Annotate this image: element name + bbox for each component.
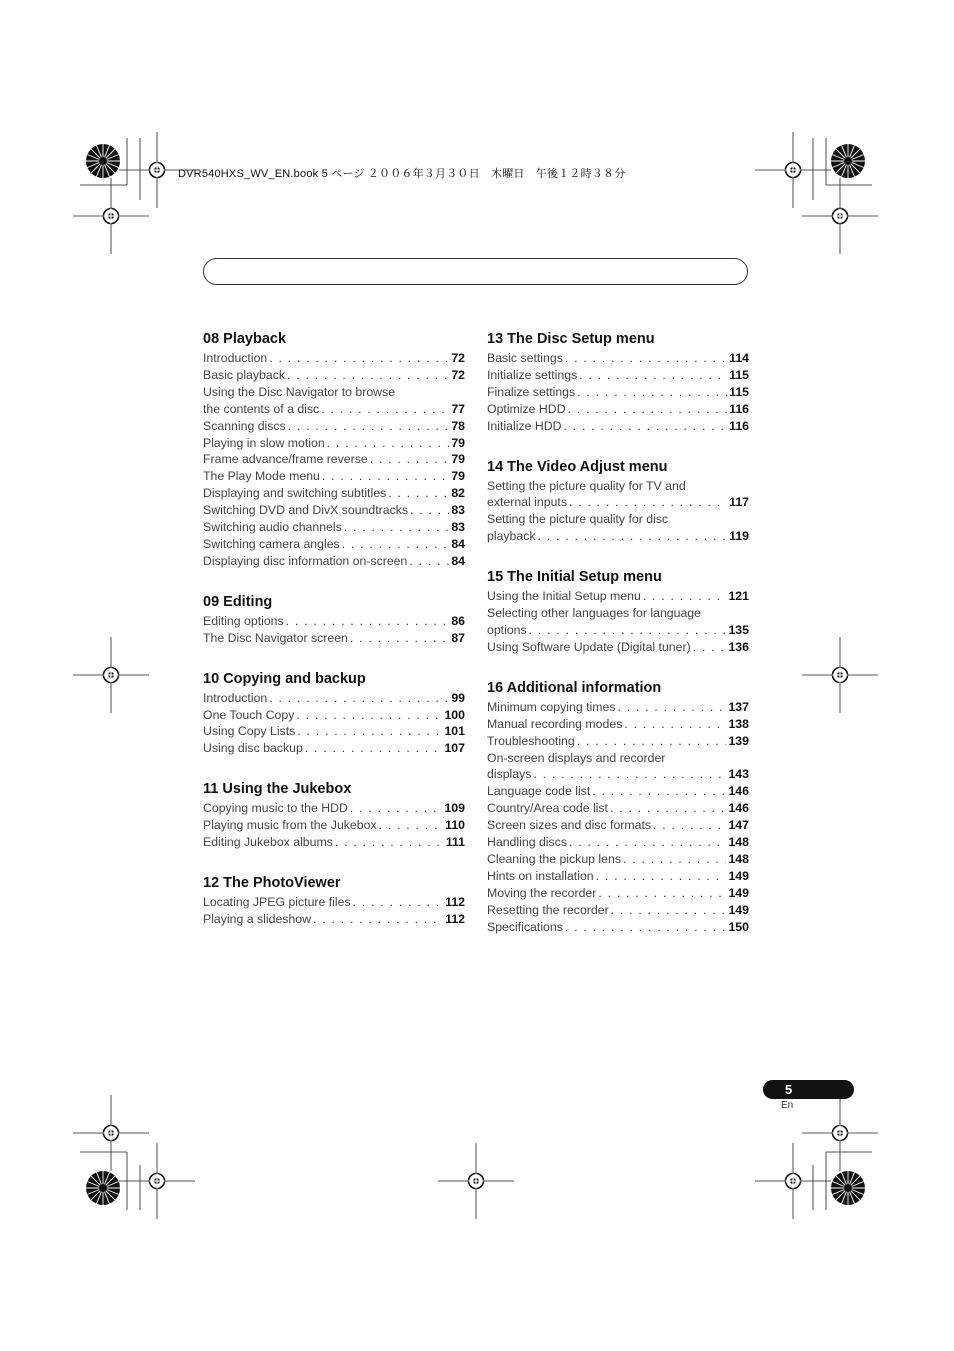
toc-entry-text: Troubleshooting [487, 733, 575, 748]
toc-entry-page: 83 [451, 503, 465, 518]
toc-entry[interactable] [203, 350, 465, 367]
section-title: 15 The Initial Setup menu [487, 569, 662, 586]
dot-leader [370, 451, 450, 468]
toc-entry-page: 77 [451, 401, 465, 416]
toc-entry-text: Introduction [203, 690, 268, 705]
toc-entry-page: 116 [729, 401, 749, 416]
toc-entry-text: displays [487, 767, 532, 782]
toc-entry-text: Frame advance/frame reverse [203, 452, 368, 467]
toc-entry[interactable] [203, 690, 465, 707]
toc-entry-page: 149 [728, 902, 749, 917]
toc-entry-page: 121 [728, 589, 749, 604]
toc-entry[interactable] [487, 716, 749, 733]
dot-leader [598, 885, 726, 902]
dot-leader [288, 418, 450, 435]
contents-heading-box [203, 258, 748, 285]
toc-entry-page: 107 [444, 741, 465, 756]
toc-entry-text: Basic settings [487, 351, 563, 365]
toc-entry-text: Using Copy Lists [203, 724, 296, 739]
toc-entry[interactable] [487, 902, 749, 919]
toc-entry[interactable] [487, 783, 749, 800]
toc-entry-page: 139 [728, 733, 749, 748]
toc-entry[interactable] [203, 613, 465, 630]
dot-leader [653, 817, 726, 834]
toc-entry-text: Editing Jukebox albums [203, 835, 333, 850]
toc-entry[interactable] [203, 894, 465, 911]
toc-entry-text: Playing in slow motion [203, 435, 325, 450]
toc-entry[interactable] [487, 605, 749, 639]
toc-entry-page: 84 [451, 553, 465, 568]
dot-leader [623, 851, 726, 868]
toc-entry-page: 149 [728, 868, 749, 883]
toc-entry[interactable] [487, 851, 749, 868]
toc-entry-page: 148 [728, 835, 749, 850]
dot-leader [617, 699, 726, 716]
toc-entry-page: 115 [729, 384, 749, 399]
toc-entry-page: 137 [728, 699, 749, 714]
toc-entry[interactable] [203, 834, 465, 851]
toc-section [203, 330, 465, 570]
toc-entry-text: Optimize HDD [487, 401, 566, 416]
toc-left-column [203, 330, 465, 951]
toc-entry-text: Initialize settings [487, 367, 578, 382]
dot-leader [297, 723, 442, 740]
toc-entry-text: Editing options [203, 613, 284, 628]
toc-entry[interactable] [487, 817, 749, 834]
toc-entry-text: Switching audio channels [203, 520, 342, 535]
toc-entry-text: Displaying and switching subtitles [203, 486, 387, 501]
toc-entry-page: 79 [451, 452, 465, 467]
toc-entry[interactable] [203, 553, 465, 570]
toc-entry[interactable] [203, 911, 465, 928]
dot-leader [353, 894, 444, 911]
dot-leader [565, 919, 727, 936]
dot-leader [693, 639, 727, 656]
toc-entry-text: external inputs [487, 495, 567, 510]
toc-entry[interactable] [203, 723, 465, 740]
section-title: 08 Playback [203, 331, 287, 347]
toc-entry-page: 112 [445, 894, 465, 909]
dot-leader [538, 528, 728, 545]
dot-leader [321, 401, 449, 418]
dot-leader [269, 690, 449, 707]
toc-entry-page: 109 [444, 801, 465, 816]
toc-entry-first-line: On-screen displays and recorder [487, 750, 666, 765]
toc-entry-text: Resetting the recorder [487, 902, 609, 917]
dot-leader [344, 519, 450, 536]
dot-leader [296, 707, 442, 724]
toc-entry[interactable] [487, 885, 749, 902]
toc-entry-text: Locating JPEG picture files [203, 894, 351, 909]
dot-leader [410, 502, 449, 519]
dot-leader [409, 553, 449, 570]
toc-entry-page: 99 [451, 690, 465, 705]
toc-entry[interactable] [487, 367, 749, 384]
toc-entry-page: 83 [451, 520, 465, 535]
section-title: 13 The Disc Setup menu [487, 331, 655, 347]
toc-entry[interactable] [487, 588, 749, 605]
dot-leader [269, 350, 449, 367]
dot-leader [592, 783, 726, 800]
toc-entry[interactable] [203, 384, 465, 418]
dot-leader [305, 740, 443, 757]
toc-entry-text: Screen sizes and disc formats [487, 818, 652, 833]
toc-entry[interactable] [203, 630, 465, 647]
toc-entry-page: 150 [728, 919, 749, 934]
dot-leader [350, 630, 449, 647]
toc-entry-page: 79 [451, 435, 465, 450]
toc-section [203, 670, 465, 758]
dot-leader [529, 622, 727, 639]
toc-entry-text: Displaying disc information on-screen [203, 553, 408, 568]
toc-entry-text: Playing music from the Jukebox [203, 818, 377, 833]
dot-leader [327, 435, 450, 452]
toc-entry-first-line: Setting the picture quality for TV and [487, 478, 686, 493]
toc-entry-page: 149 [728, 885, 749, 900]
toc-entry[interactable] [487, 639, 749, 656]
toc-entry[interactable] [487, 919, 749, 936]
toc-entry-text: Cleaning the pickup lens [487, 851, 621, 866]
dot-leader [577, 384, 727, 401]
toc-entry-text: The Disc Navigator screen [203, 630, 348, 645]
toc-entry[interactable] [203, 536, 465, 553]
toc-entry[interactable] [203, 435, 465, 452]
toc-entry-page: 119 [729, 529, 749, 544]
toc-entry-first-line: Setting the picture quality for disc [487, 512, 669, 527]
toc-section [203, 874, 465, 928]
dot-leader [350, 800, 443, 817]
toc-entry-text: options [487, 622, 527, 637]
dot-leader [577, 733, 727, 750]
dot-leader [611, 902, 727, 919]
toc-entry-page: 135 [728, 622, 749, 637]
toc-entry-text: Hints on installation [487, 868, 594, 883]
toc-entry-page: 100 [444, 707, 465, 722]
toc-entry[interactable] [203, 502, 465, 519]
toc-entry-page: 111 [445, 835, 465, 850]
toc-entry-text: Initialize HDD [487, 418, 562, 433]
toc-entry[interactable] [203, 367, 465, 384]
section-title: 14 The Video Adjust menu [487, 458, 668, 475]
toc-entry-first-line: Selecting other languages for language [487, 606, 701, 621]
toc-entry[interactable] [487, 384, 749, 401]
toc-entry[interactable] [203, 485, 465, 502]
toc-section [487, 679, 749, 936]
section-title: 12 The PhotoViewer [203, 874, 341, 891]
toc-entry-text: the contents of a disc [203, 401, 320, 416]
toc-entry-page: 116 [729, 418, 749, 433]
toc-entry-text: Using disc backup [203, 741, 303, 756]
toc-entry-page: 117 [729, 495, 749, 510]
toc-entry-page: 78 [451, 418, 465, 433]
toc-entry-text: Handling discs [487, 835, 567, 850]
toc-entry-page: 101 [444, 724, 465, 739]
toc-entry[interactable] [487, 750, 749, 784]
toc-entry-page: 136 [728, 639, 749, 654]
dot-leader [569, 834, 726, 851]
toc-entry-text: Using Software Update (Digital tuner) [487, 639, 691, 654]
toc-entry-page: 143 [728, 767, 749, 782]
toc-entry-text: Scanning discs [203, 418, 286, 433]
toc-entry[interactable] [487, 511, 749, 545]
toc-entry-text: Moving the recorder [487, 885, 597, 900]
toc-entry-text: Switching camera angles [203, 536, 340, 551]
file-info-header: DVR540HXS_WV_EN.book 5 ページ ２００６年３月３０日 木曜日 午後１２時３８分 [178, 168, 626, 180]
dot-leader [563, 418, 727, 435]
dot-leader [335, 834, 444, 851]
page-number-badge: 5 [763, 1080, 854, 1099]
dot-leader [624, 716, 726, 733]
dot-leader [643, 588, 727, 605]
toc-entry[interactable] [203, 707, 465, 724]
toc-entry[interactable] [203, 451, 465, 468]
toc-entry[interactable] [203, 468, 465, 485]
toc-entry-text: playback [487, 529, 536, 544]
toc-entry[interactable] [203, 740, 465, 757]
toc-right-column [487, 330, 749, 958]
toc-entry[interactable] [487, 699, 749, 716]
toc-entry-text: Basic playback [203, 367, 286, 382]
toc-entry[interactable] [487, 800, 749, 817]
toc-entry[interactable] [487, 401, 749, 418]
toc-entry-text: Introduction [203, 351, 268, 365]
dot-leader [379, 817, 444, 834]
toc-entry[interactable] [487, 834, 749, 851]
toc-entry-text: Country/Area code list [487, 801, 608, 816]
toc-section [487, 458, 749, 546]
toc-entry-page: 146 [728, 801, 749, 816]
toc-entry[interactable] [487, 733, 749, 750]
dot-leader [388, 485, 449, 502]
toc-entry-first-line: Using the Disc Navigator to browse [203, 384, 396, 399]
toc-entry-page: 79 [451, 469, 465, 484]
toc-entry[interactable] [203, 418, 465, 435]
toc-section [487, 330, 749, 435]
toc-entry-page: 146 [728, 784, 749, 799]
dot-leader [568, 401, 728, 418]
toc-entry-page: 82 [451, 486, 465, 501]
dot-leader [565, 350, 727, 367]
toc-entry-page: 84 [451, 536, 465, 551]
toc-section [203, 780, 465, 851]
toc-entry-page: 87 [451, 630, 465, 645]
dot-leader [610, 800, 726, 817]
toc-entry-page: 72 [451, 351, 465, 365]
toc-entry[interactable] [487, 350, 749, 367]
dot-leader [569, 494, 727, 511]
toc-entry-page: 115 [729, 367, 749, 382]
section-title: 10 Copying and backup [203, 670, 366, 687]
toc-entry[interactable] [203, 800, 465, 817]
toc-entry[interactable] [203, 817, 465, 834]
section-title: 09 Editing [203, 593, 273, 610]
dot-leader [322, 468, 449, 485]
dot-leader [596, 868, 727, 885]
toc-entry-page: 110 [445, 818, 465, 833]
dot-leader [533, 766, 726, 783]
toc-entry-text: Minimum copying times [487, 699, 616, 714]
page-language: En [781, 1100, 794, 1111]
toc-entry-text: The Play Mode menu [203, 469, 320, 484]
toc-entry-text: Using the Initial Setup menu [487, 589, 641, 604]
toc-entry-text: Copying music to the HDD [203, 801, 348, 816]
toc-entry-page: 114 [729, 351, 749, 365]
toc-entry-page: 86 [451, 613, 465, 628]
toc-section [203, 593, 465, 647]
toc-entry-text: One Touch Copy [203, 707, 295, 722]
dot-leader [313, 911, 443, 928]
toc-section [487, 568, 749, 656]
toc-entry[interactable] [203, 519, 465, 536]
toc-entry[interactable] [487, 478, 749, 512]
toc-entry[interactable] [487, 868, 749, 885]
toc-entry-page: 72 [451, 367, 465, 382]
toc-entry-page: 138 [728, 716, 749, 731]
dot-leader [579, 367, 727, 384]
toc-entry-text: Playing a slideshow [203, 911, 312, 926]
toc-entry-text: Specifications [487, 919, 563, 934]
dot-leader [286, 613, 450, 630]
toc-entry-page: 112 [445, 911, 465, 926]
toc-entry-text: Manual recording modes [487, 716, 623, 731]
toc-entry[interactable] [487, 418, 749, 435]
toc-entry-page: 147 [728, 818, 749, 833]
toc-entry-text: Language code list [487, 784, 591, 799]
dot-leader [342, 536, 450, 553]
toc-entry-text: Finalize settings [487, 384, 576, 399]
section-title: 11 Using the Jukebox [203, 781, 352, 798]
dot-leader [287, 367, 449, 384]
section-title: 16 Additional information [487, 679, 662, 696]
toc-entry-text: Switching DVD and DivX soundtracks [203, 503, 409, 518]
toc-entry-page: 148 [728, 851, 749, 866]
